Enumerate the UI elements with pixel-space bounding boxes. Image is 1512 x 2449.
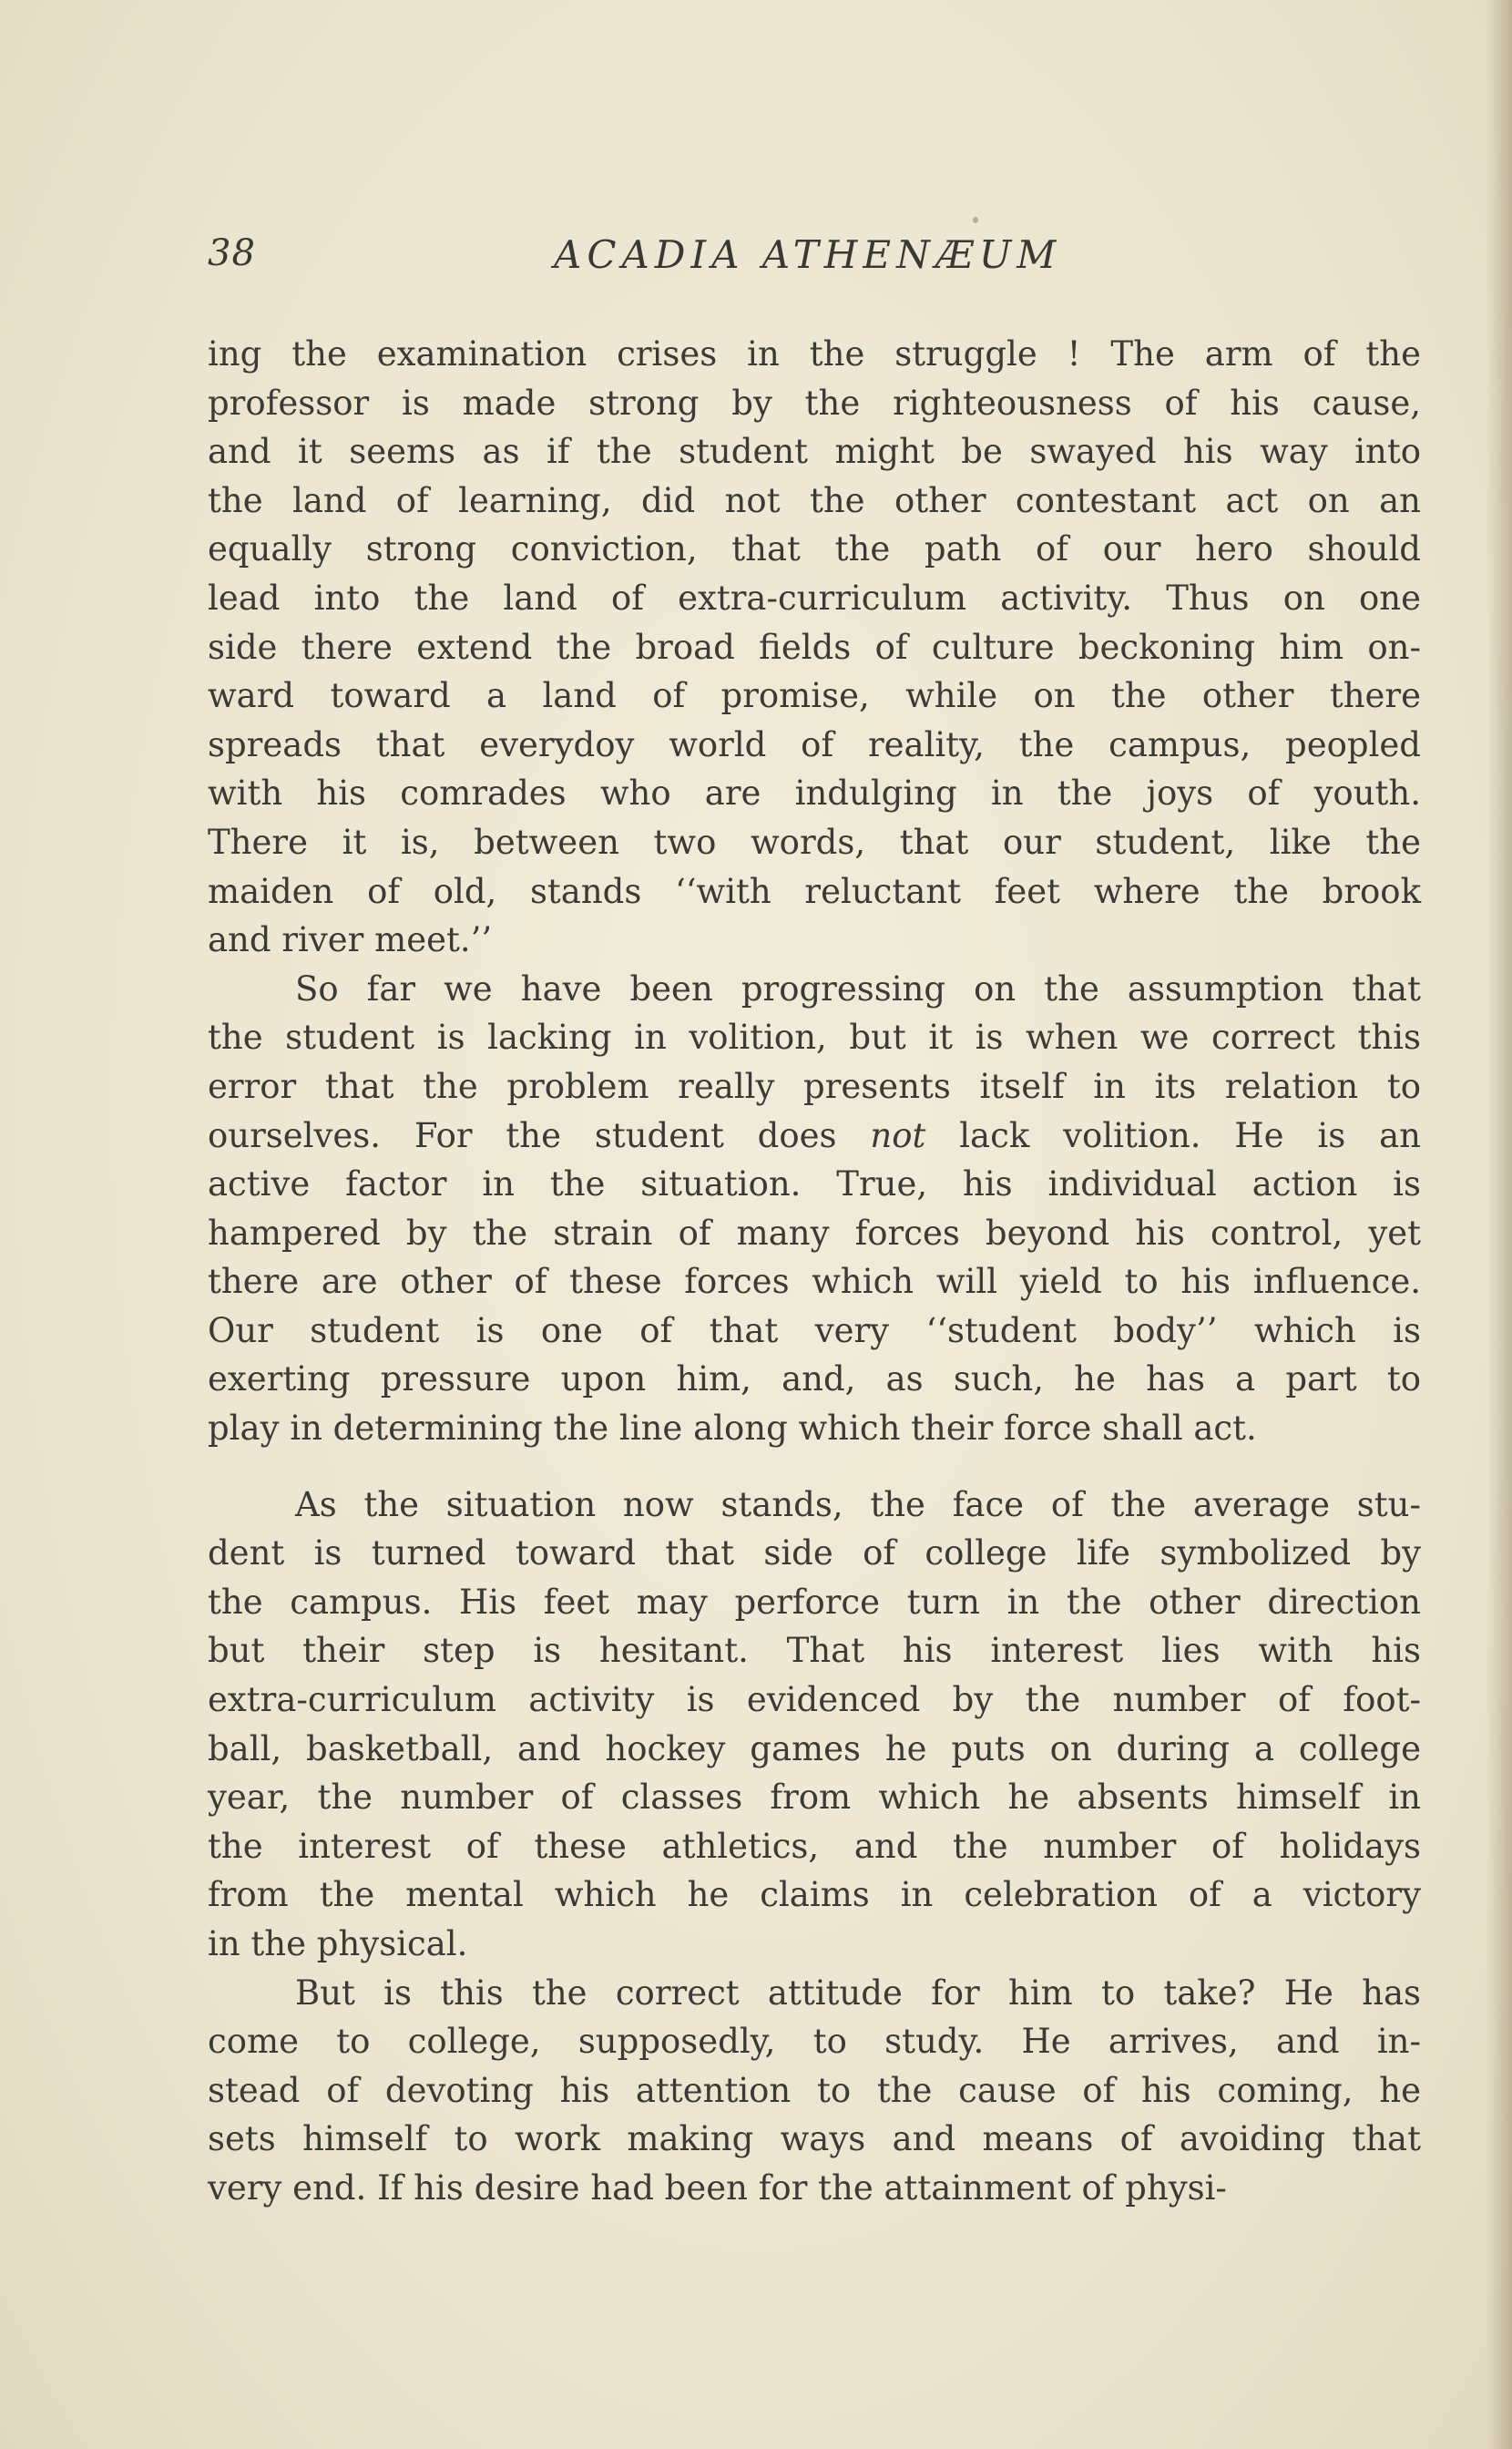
body-text	[208, 330, 1421, 2213]
text-line: dent is turned toward that side of college life symbolized by	[208, 1533, 1421, 1573]
text-line: sets himself to work making ways and means of avoiding that	[208, 2119, 1421, 2159]
paragraph	[208, 1481, 1421, 1969]
text-line: professor is made strong by the righteousness of his cause,	[208, 383, 1421, 423]
text-line: extra-curriculum activity is evidenced by the number of foot-	[208, 1680, 1421, 1720]
text-line: But is this the correct attitude for him to take? He has	[295, 1973, 1421, 2013]
text-line: very end. If his desire had been for the attainment of physi-	[208, 2167, 1227, 2208]
text-line: maiden of old, stands ‘‘with reluctant feet where the brook	[208, 871, 1421, 911]
text-line: hampered by the strain of many forces beyond his control, yet	[208, 1213, 1421, 1253]
ink-speck	[973, 217, 978, 223]
text-line: ball, basketball, and hockey games he puts on during a college	[208, 1728, 1421, 1768]
paragraph	[208, 1969, 1421, 2213]
spine-shadow	[1486, 0, 1512, 2449]
text-line: lead into the land of extra-curriculum activity. Thus on one	[208, 578, 1421, 618]
text-line: ourselves. For the student does not lack volition. He is an	[208, 1115, 1421, 1155]
text-line: play in determining the line along which their force shall act.	[208, 1409, 1257, 1449]
text-line: error that the problem really presents itself in its relation to	[208, 1066, 1421, 1106]
text-line: the interest of these athletics, and the number of holidays	[208, 1826, 1421, 1866]
text-line: ing the examination crises in the struggle ! The arm of the	[208, 334, 1421, 374]
text-line: As the situation now stands, the face of the average stu-	[295, 1484, 1421, 1524]
text-line: exerting pressure upon him, and, as such, he has a part to	[208, 1359, 1421, 1399]
text-line: the land of learning, did not the other contestant act on an	[208, 480, 1421, 520]
text-line: and river meet.’’	[208, 920, 493, 960]
text-line: from the mental which he claims in celebration of a victory	[208, 1875, 1421, 1915]
text-line: the campus. His feet may perforce turn in the other direction	[208, 1582, 1421, 1622]
text-line: with his comrades who are indulging in the joys of youth.	[208, 774, 1421, 814]
paragraph	[208, 965, 1421, 1453]
text-line: ward toward a land of promise, while on the other there	[208, 676, 1421, 716]
text-line: side there extend the broad fields of culture beckoning him on-	[208, 627, 1421, 667]
text-line: and it seems as if the student might be swayed his way into	[208, 432, 1421, 472]
text-line: active factor in the situation. True, his individual action is	[208, 1164, 1421, 1204]
text-line: but their step is hesitant. That his interest lies with his	[208, 1631, 1421, 1671]
text-line: there are other of these forces which will yield to his influence.	[208, 1262, 1421, 1302]
text-line: in the physical.	[208, 1924, 468, 1963]
text-line: stead of devoting his attention to the cause of his coming, he	[208, 2070, 1421, 2110]
text-line: year, the number of classes from which he absents himself in	[208, 1778, 1421, 1818]
running-title: ACADIA ATHENÆUM	[554, 232, 1062, 277]
text-line: come to college, supposedly, to study. He arrives, and in-	[208, 2022, 1421, 2062]
page-number: 38	[208, 232, 256, 274]
text-line: Our student is one of that very ‘‘student body’’ which is	[208, 1310, 1421, 1350]
text-line: equally strong conviction, that the path of our hero should	[208, 529, 1421, 569]
paragraph	[208, 330, 1421, 965]
text-line: So far we have been progressing on the assumption that	[295, 968, 1421, 1009]
text-line: the student is lacking in volition, but it is when we correct this	[208, 1018, 1421, 1058]
text-line: spreads that everydoy world of reality, the campus, peopled	[208, 724, 1421, 764]
text-line: There it is, between two words, that our student, like the	[208, 822, 1421, 862]
page-header	[208, 232, 1421, 296]
